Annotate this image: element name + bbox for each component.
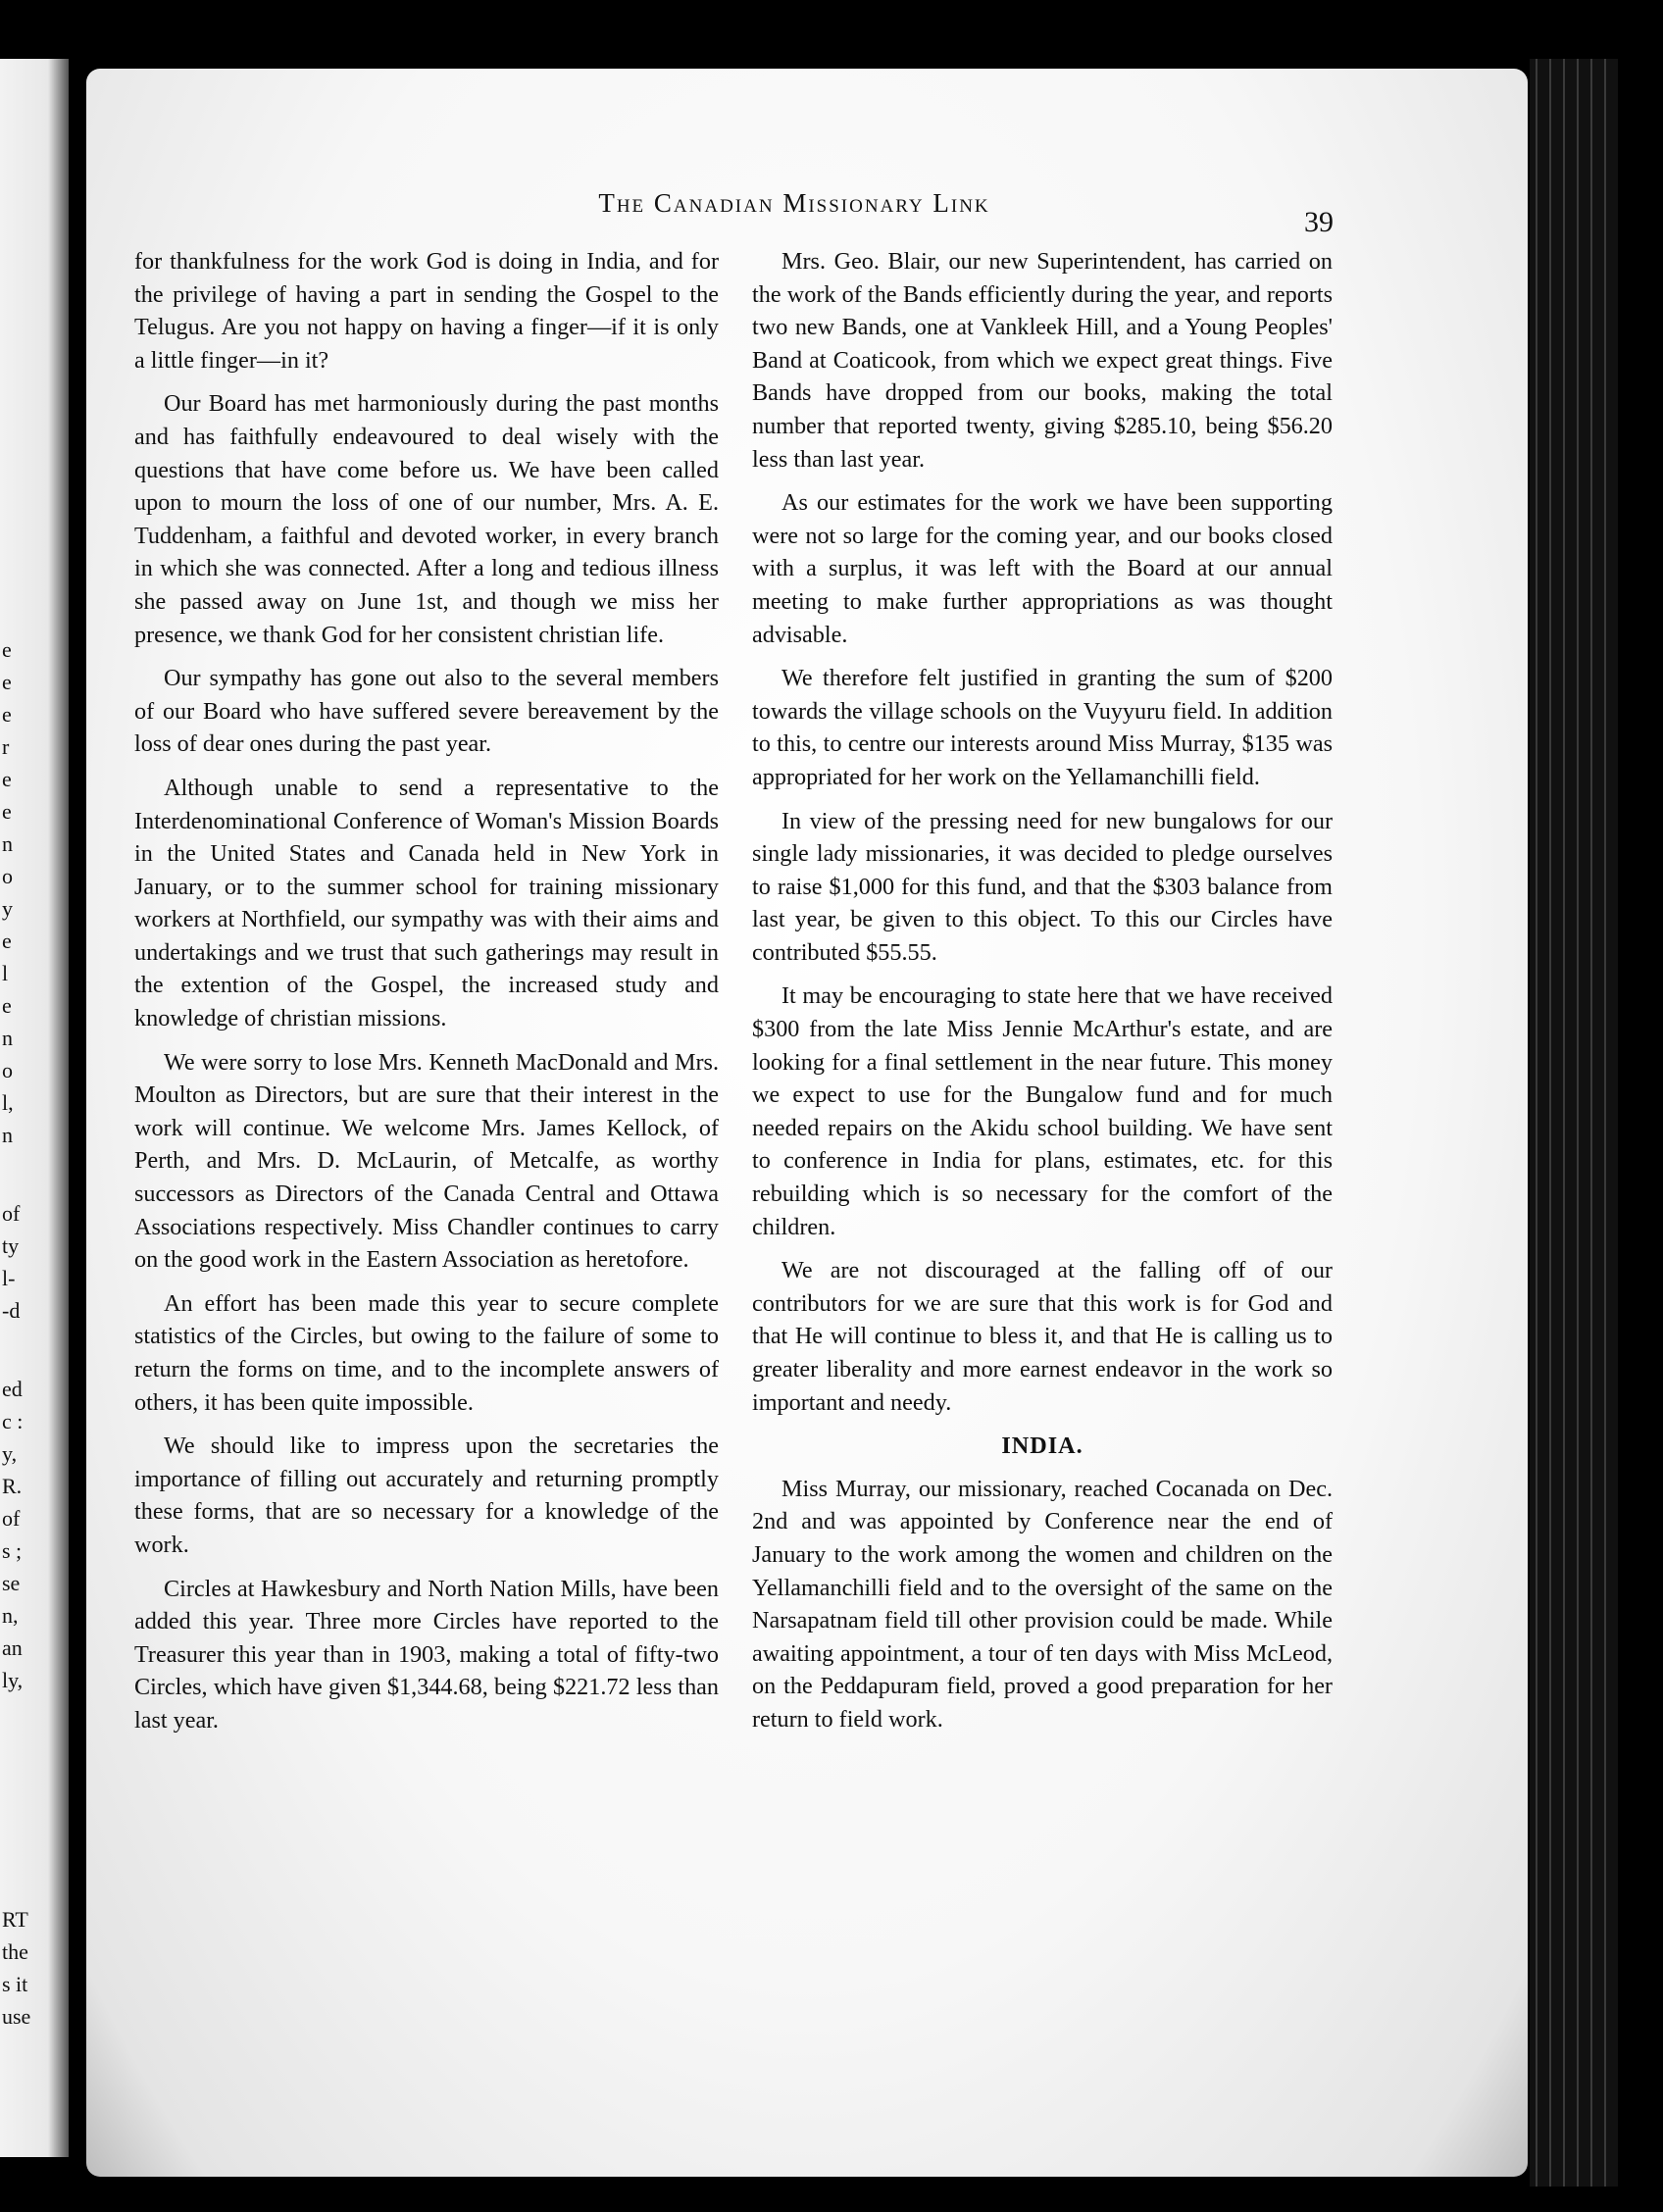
fragment-text: l <box>2 961 9 985</box>
fragment-text: y, <box>2 1441 18 1466</box>
left-column <box>134 245 719 1748</box>
fragment-text: of <box>2 1506 21 1531</box>
fragment-text: s ; <box>2 1538 23 1563</box>
fragment-text: e <box>2 702 12 727</box>
paragraph: Although unable to send a representative to the Interdenominational Conference of Woman's Mission Boards in the United States and Canada held in New York in January, or to the summer school for training missionary workers at Northfield, our sympathy was with their aims and undertakings and we trust that such gatherings may result in the extention of the Gospel, the increased study and knowledge of christian missions. <box>134 774 719 1032</box>
fragment-text: RT <box>2 1907 28 1932</box>
paragraph: Our sympathy has gone out also to the several members of our Board who have suffered severe bereavement by the loss of dear ones during the past year. <box>134 665 719 758</box>
fragment-text: n, <box>2 1603 19 1628</box>
fragment-text: ly, <box>2 1668 24 1692</box>
fragment-text: ty <box>2 1233 20 1258</box>
fragment-text: R. <box>2 1474 23 1498</box>
page-stack-edge <box>1530 59 1618 2187</box>
page-number: 39 <box>1304 206 1334 238</box>
fragment-text: e <box>2 767 12 791</box>
fragment-text: of <box>2 1201 21 1226</box>
paragraph: We are not discouraged at the falling off of our contributors for we are sure that this work is for God and that He will continue to bless it, and that He is calling us to greater liberality and more earnest endeavor in the work so important and needy. <box>752 1257 1333 1416</box>
fragment-text: o <box>2 1058 13 1082</box>
paragraph: Our Board has met harmoniously during the past months and has faithfully endeavoured to deal wisely with the questions that have come before us. We have been called upon to mourn the loss of one of our number, Mrs. A. E. Tuddenham, a faithful and devoted worker, in every branch in which she was connected. After a long and tedious illness she passed away on June 1st, and though we miss her presence, we thank God for her consistent christian life. <box>134 390 719 648</box>
fragment-text: use <box>2 2004 31 2029</box>
fragment-text: -d <box>2 1298 21 1323</box>
fragment-text: n <box>2 831 13 856</box>
paragraph: It may be encouraging to state here that we have received $300 from the late Miss Jennie McArthur's estate, and are looking for a final settlement in the near future. This money we expect to use for the Bungalow fund and for much needed repairs on the Akidu school building. We have sent to conference in India for plans, estimates, etc. for this rebuilding which is so necessary for the comfort of the children. <box>752 982 1333 1240</box>
fragment-text: e <box>2 799 12 824</box>
paragraph: Circles at Hawkesbury and North Nation Mills, have been added this year. Three more Circles have reported to the Treasurer this year than in 1903, making a total of fifty-two Circles, which have given $1,344.68, being $221.72 less than last year. <box>134 1575 719 1734</box>
fragment-text: se <box>2 1571 21 1595</box>
fragment-text: r <box>2 734 10 759</box>
paragraph: An effort has been made this year to secure complete statistics of the Circles, but owing to the failure of some to return the forms on time, and to the incomplete answers of others, it has been quite impossible. <box>134 1289 719 1416</box>
fragment-text: the <box>2 1939 28 1964</box>
fragment-text: e <box>2 993 12 1018</box>
fragment-text: y <box>2 896 13 921</box>
fragment-text: c : <box>2 1409 24 1433</box>
fragment-text: n <box>2 1123 13 1147</box>
journal-title: The Canadian Missionary Link <box>598 188 990 218</box>
fragment-text: an <box>2 1635 23 1660</box>
fragment-text: l, <box>2 1090 14 1115</box>
fragment-text: e <box>2 670 12 694</box>
fragment-text: n <box>2 1026 13 1050</box>
fragment-text: s it <box>2 1972 28 1996</box>
paragraph: We should like to impress upon the secretaries the importance of filling out accurately and returning promptly these forms, that are so necessary for a knowledge of the work. <box>134 1433 719 1558</box>
paragraph: As our estimates for the work we have been supporting were not so large for the coming year, and our books closed with a surplus, it was left with the Board at our annual meeting to make further appropriations as was thought advisable. <box>752 489 1333 648</box>
paragraph: We therefore felt justified in granting the sum of $200 towards the village schools on the Vuyyuru field. In addition to this, to centre our interests around Miss Murray, $135 was appropriated for her work on the Yellamanchilli field. <box>752 665 1333 790</box>
facing-page-fragments <box>0 0 59 2212</box>
fragment-text: o <box>2 864 13 888</box>
fragment-text: e <box>2 929 12 953</box>
paragraph: In view of the pressing need for new bungalows for our single lady missionaries, it was decided to pledge ourselves to raise $1,000 for this fund, and that the $303 balance from last year, be given to this object. To this our Circles have contributed $55.55. <box>752 807 1333 966</box>
paragraph: for thankfulness for the work God is doing in India, and for the privilege of having a part in sending the Gospel to the Telugus. Are you not happy on having a finger—if it is only a little finger—in it? <box>134 248 719 374</box>
fragment-text: ed <box>2 1377 23 1401</box>
fragment-text: l- <box>2 1266 16 1290</box>
section-heading: INDIA. <box>1001 1433 1083 1460</box>
fragment-text: e <box>2 637 12 662</box>
right-column <box>752 245 1333 1747</box>
paragraph: We were sorry to lose Mrs. Kenneth MacDonald and Mrs. Moulton as Directors, but are sure that their interest in the work will continue. We welcome Mrs. James Kellock, of Perth, and Mrs. D. McLaurin, of Metcalfe, as worthy successors as Directors of the Canada Central and Ottawa Associations respectively. Miss Chandler continues to carry on the good work in the Eastern Association as heretofore. <box>134 1048 719 1274</box>
paragraph: Mrs. Geo. Blair, our new Superintendent, has carried on the work of the Bands efficiently during the year, and reports two new Bands, one at Vankleek Hill, and a Young Peoples' Band at Coaticook, from which we expect great things. Five Bands have dropped from our books, making the total number that reported twenty, giving $285.10, being $56.20 less than last year. <box>752 248 1333 473</box>
paragraph: Miss Murray, our missionary, reached Cocanada on Dec. 2nd and was appointed by Conference near the end of January to the work among the women and children on the Yellamanchilli field and to the oversight of the same on the Narsapatnam field till other provision could be made. While awaiting appointment, a tour of ten days with Miss McLeod, on the Peddapuram field, proved a good preparation for her return to field work. <box>752 1475 1333 1733</box>
